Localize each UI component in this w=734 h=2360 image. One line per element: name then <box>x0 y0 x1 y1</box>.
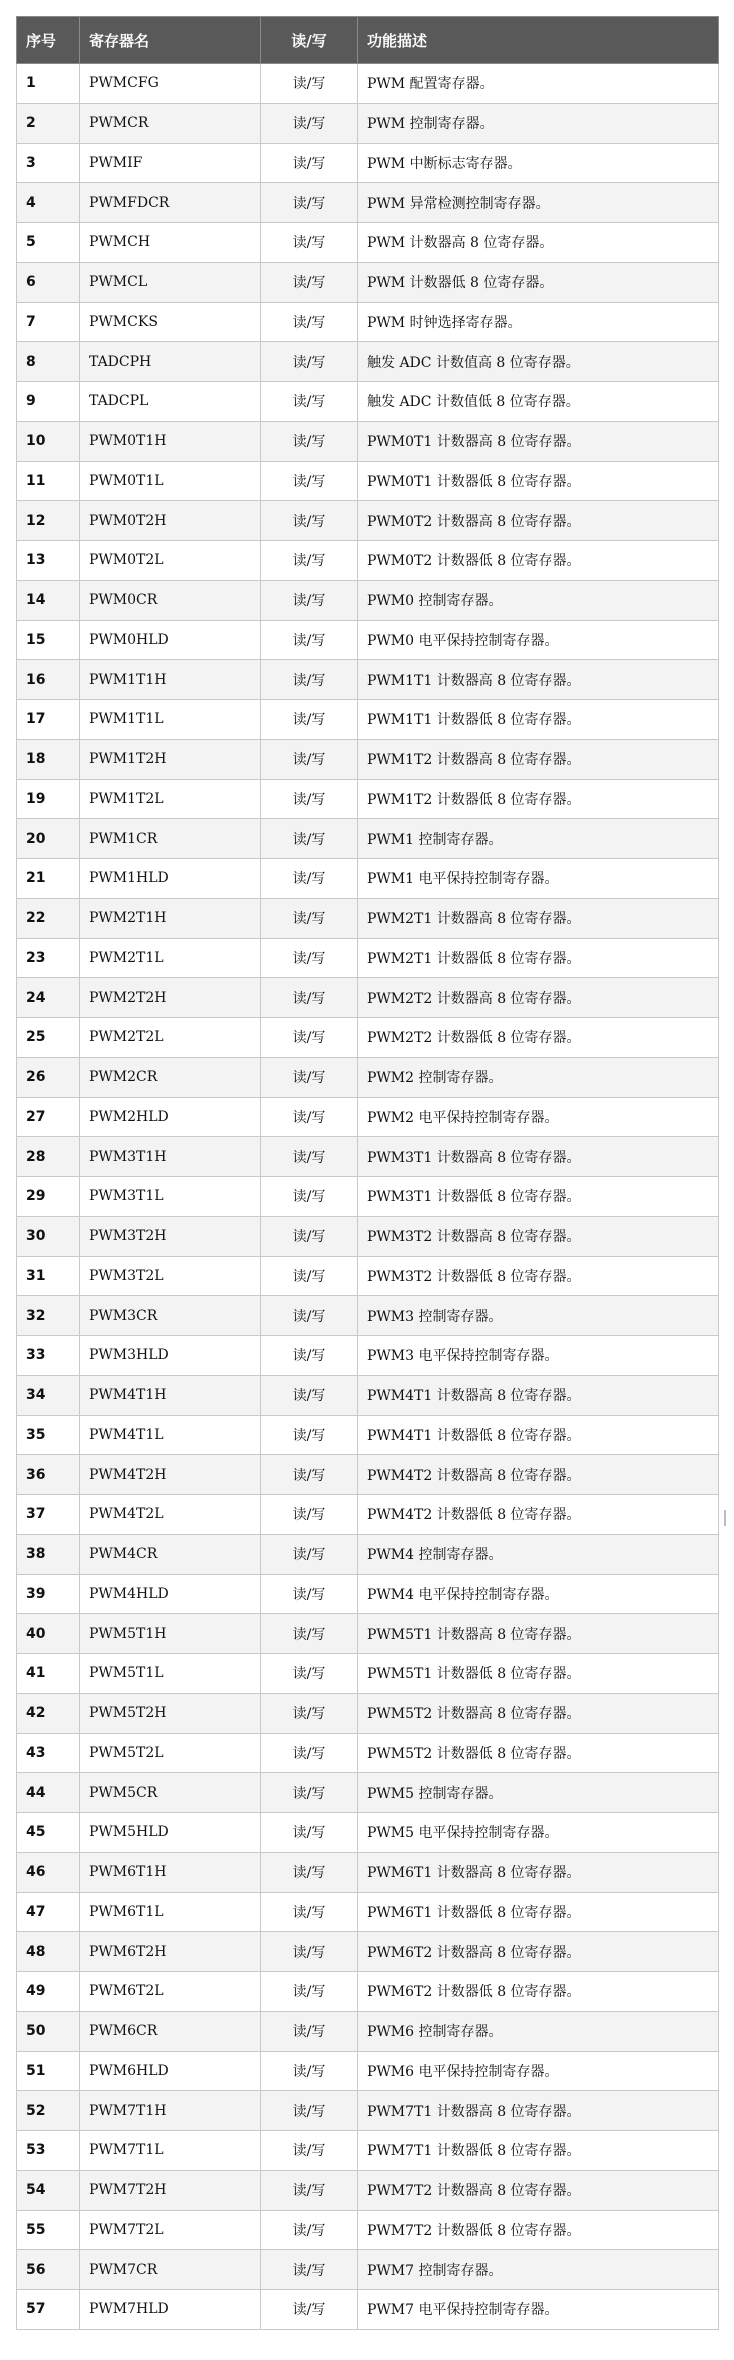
row-index: 38 <box>17 1534 80 1574</box>
register-name: PWM5T1H <box>80 1614 261 1654</box>
header-read-write: 读/写 <box>261 17 358 64</box>
description: 触发 ADC 计数值低 8 位寄存器。 <box>358 382 719 422</box>
description: 触发 ADC 计数值高 8 位寄存器。 <box>358 342 719 382</box>
description: PWM5T2 计数器低 8 位寄存器。 <box>358 1733 719 1773</box>
row-index: 44 <box>17 1773 80 1813</box>
table-row <box>17 1813 719 1853</box>
read-write: 读/写 <box>261 342 358 382</box>
row-index: 28 <box>17 1137 80 1177</box>
read-write: 读/写 <box>261 382 358 422</box>
description: PWM3 控制寄存器。 <box>358 1296 719 1336</box>
table-row <box>17 64 719 104</box>
description: PWM4T2 计数器高 8 位寄存器。 <box>358 1455 719 1495</box>
register-name: TADCPH <box>80 342 261 382</box>
read-write: 读/写 <box>261 1018 358 1058</box>
description: PWM0T2 计数器高 8 位寄存器。 <box>358 501 719 541</box>
row-index: 26 <box>17 1057 80 1097</box>
read-write: 读/写 <box>261 2131 358 2171</box>
table-row <box>17 1733 719 1773</box>
read-write: 读/写 <box>261 1137 358 1177</box>
row-index: 54 <box>17 2170 80 2210</box>
row-index: 18 <box>17 739 80 779</box>
read-write: 读/写 <box>261 898 358 938</box>
table-header <box>17 17 719 64</box>
read-write: 读/写 <box>261 660 358 700</box>
table-row <box>17 2210 719 2250</box>
table-row <box>17 1534 719 1574</box>
register-name: PWM5CR <box>80 1773 261 1813</box>
register-name: PWM0T1L <box>80 461 261 501</box>
table-row <box>17 938 719 978</box>
description: PWM 异常检测控制寄存器。 <box>358 183 719 223</box>
row-index: 9 <box>17 382 80 422</box>
register-name: PWM3T2H <box>80 1216 261 1256</box>
table-row <box>17 541 719 581</box>
description: PWM3 电平保持控制寄存器。 <box>358 1336 719 1376</box>
row-index: 29 <box>17 1177 80 1217</box>
description: PWM6 电平保持控制寄存器。 <box>358 2051 719 2091</box>
row-index: 19 <box>17 779 80 819</box>
read-write: 读/写 <box>261 1375 358 1415</box>
row-index: 57 <box>17 2290 80 2330</box>
table-row <box>17 1296 719 1336</box>
read-write: 读/写 <box>261 2011 358 2051</box>
read-write: 读/写 <box>261 1852 358 1892</box>
description: PWM7T2 计数器低 8 位寄存器。 <box>358 2210 719 2250</box>
row-index: 12 <box>17 501 80 541</box>
register-name: PWM2T1H <box>80 898 261 938</box>
table-row <box>17 1177 719 1217</box>
row-index: 3 <box>17 143 80 183</box>
table-row <box>17 779 719 819</box>
table-row <box>17 898 719 938</box>
row-index: 17 <box>17 700 80 740</box>
table-row <box>17 2290 719 2330</box>
read-write: 读/写 <box>261 1256 358 1296</box>
table-row <box>17 1852 719 1892</box>
row-index: 25 <box>17 1018 80 1058</box>
read-write: 读/写 <box>261 2091 358 2131</box>
read-write: 读/写 <box>261 938 358 978</box>
description: PWM1T1 计数器低 8 位寄存器。 <box>358 700 719 740</box>
row-index: 13 <box>17 541 80 581</box>
table-row <box>17 1932 719 1972</box>
description: PWM 控制寄存器。 <box>358 103 719 143</box>
row-index: 55 <box>17 2210 80 2250</box>
description: PWM0T2 计数器低 8 位寄存器。 <box>358 541 719 581</box>
register-name: PWMFDCR <box>80 183 261 223</box>
description: PWM6 控制寄存器。 <box>358 2011 719 2051</box>
register-name: PWM7T1H <box>80 2091 261 2131</box>
description: PWM3T1 计数器低 8 位寄存器。 <box>358 1177 719 1217</box>
read-write: 读/写 <box>261 2250 358 2290</box>
table-row <box>17 223 719 263</box>
description: PWM3T2 计数器高 8 位寄存器。 <box>358 1216 719 1256</box>
description: PWM5 电平保持控制寄存器。 <box>358 1813 719 1853</box>
read-write: 读/写 <box>261 541 358 581</box>
register-name: PWM2HLD <box>80 1097 261 1137</box>
description: PWM7 电平保持控制寄存器。 <box>358 2290 719 2330</box>
table-row <box>17 1256 719 1296</box>
table-row <box>17 421 719 461</box>
read-write: 读/写 <box>261 1932 358 1972</box>
table-row <box>17 1216 719 1256</box>
read-write: 读/写 <box>261 1097 358 1137</box>
register-name: PWM6CR <box>80 2011 261 2051</box>
register-name: PWMIF <box>80 143 261 183</box>
read-write: 读/写 <box>261 1415 358 1455</box>
row-index: 46 <box>17 1852 80 1892</box>
register-name: PWM2T2H <box>80 978 261 1018</box>
read-write: 读/写 <box>261 700 358 740</box>
table-row <box>17 262 719 302</box>
row-index: 24 <box>17 978 80 1018</box>
register-name: PWM2T1L <box>80 938 261 978</box>
table-row <box>17 1057 719 1097</box>
read-write: 读/写 <box>261 620 358 660</box>
read-write: 读/写 <box>261 103 358 143</box>
register-name: PWM1CR <box>80 819 261 859</box>
row-index: 47 <box>17 1892 80 1932</box>
table-row <box>17 2091 719 2131</box>
register-name: PWM6T1L <box>80 1892 261 1932</box>
description: PWM1 控制寄存器。 <box>358 819 719 859</box>
row-index: 16 <box>17 660 80 700</box>
row-index: 52 <box>17 2091 80 2131</box>
description: PWM1T2 计数器低 8 位寄存器。 <box>358 779 719 819</box>
register-name: PWM6T2L <box>80 1972 261 2012</box>
description: PWM2T1 计数器高 8 位寄存器。 <box>358 898 719 938</box>
row-index: 5 <box>17 223 80 263</box>
register-name: TADCPL <box>80 382 261 422</box>
register-name: PWM4T1L <box>80 1415 261 1455</box>
table-row <box>17 1614 719 1654</box>
row-index: 21 <box>17 859 80 899</box>
description: PWM2 控制寄存器。 <box>358 1057 719 1097</box>
table-row <box>17 1693 719 1733</box>
row-index: 53 <box>17 2131 80 2171</box>
register-name: PWM7T2L <box>80 2210 261 2250</box>
read-write: 读/写 <box>261 1495 358 1535</box>
table-row <box>17 302 719 342</box>
table-row <box>17 382 719 422</box>
description: PWM5T1 计数器高 8 位寄存器。 <box>358 1614 719 1654</box>
row-index: 33 <box>17 1336 80 1376</box>
header-description: 功能描述 <box>358 17 719 64</box>
read-write: 读/写 <box>261 580 358 620</box>
row-index: 48 <box>17 1932 80 1972</box>
register-name: PWM7T2H <box>80 2170 261 2210</box>
description: PWM 计数器高 8 位寄存器。 <box>358 223 719 263</box>
table-row <box>17 1415 719 1455</box>
register-name: PWM4HLD <box>80 1574 261 1614</box>
table-row <box>17 1495 719 1535</box>
register-name: PWMCKS <box>80 302 261 342</box>
row-index: 42 <box>17 1693 80 1733</box>
row-index: 37 <box>17 1495 80 1535</box>
description: PWM6T1 计数器高 8 位寄存器。 <box>358 1852 719 1892</box>
description: PWM3T1 计数器高 8 位寄存器。 <box>358 1137 719 1177</box>
description: PWM4T1 计数器低 8 位寄存器。 <box>358 1415 719 1455</box>
description: PWM2T2 计数器低 8 位寄存器。 <box>358 1018 719 1058</box>
table-row <box>17 1097 719 1137</box>
table-row <box>17 1892 719 1932</box>
register-name: PWM1T1L <box>80 700 261 740</box>
read-write: 读/写 <box>261 2210 358 2250</box>
register-name: PWM0CR <box>80 580 261 620</box>
read-write: 读/写 <box>261 461 358 501</box>
table-row <box>17 183 719 223</box>
register-name: PWM3CR <box>80 1296 261 1336</box>
row-index: 8 <box>17 342 80 382</box>
read-write: 读/写 <box>261 1177 358 1217</box>
register-name: PWM3T1L <box>80 1177 261 1217</box>
table-row <box>17 1018 719 1058</box>
row-index: 11 <box>17 461 80 501</box>
row-index: 22 <box>17 898 80 938</box>
row-index: 35 <box>17 1415 80 1455</box>
register-name: PWM3T2L <box>80 1256 261 1296</box>
header-index: 序号 <box>17 17 80 64</box>
description: PWM0T1 计数器低 8 位寄存器。 <box>358 461 719 501</box>
description: PWM 时钟选择寄存器。 <box>358 302 719 342</box>
row-index: 32 <box>17 1296 80 1336</box>
description: PWM2T2 计数器高 8 位寄存器。 <box>358 978 719 1018</box>
read-write: 读/写 <box>261 978 358 1018</box>
read-write: 读/写 <box>261 1892 358 1932</box>
row-index: 27 <box>17 1097 80 1137</box>
row-index: 45 <box>17 1813 80 1853</box>
table-row <box>17 2011 719 2051</box>
table-row <box>17 580 719 620</box>
row-index: 14 <box>17 580 80 620</box>
register-name: PWM2T2L <box>80 1018 261 1058</box>
register-name: PWM5T1L <box>80 1654 261 1694</box>
register-name: PWM2CR <box>80 1057 261 1097</box>
table-row <box>17 2170 719 2210</box>
read-write: 读/写 <box>261 2051 358 2091</box>
description: PWM4T2 计数器低 8 位寄存器。 <box>358 1495 719 1535</box>
table-row <box>17 1375 719 1415</box>
read-write: 读/写 <box>261 64 358 104</box>
read-write: 读/写 <box>261 1693 358 1733</box>
table-row <box>17 342 719 382</box>
row-index: 4 <box>17 183 80 223</box>
read-write: 读/写 <box>261 859 358 899</box>
table-row <box>17 739 719 779</box>
row-index: 40 <box>17 1614 80 1654</box>
register-name: PWMCH <box>80 223 261 263</box>
read-write: 读/写 <box>261 1733 358 1773</box>
table-row <box>17 700 719 740</box>
row-index: 30 <box>17 1216 80 1256</box>
register-name: PWM7T1L <box>80 2131 261 2171</box>
read-write: 读/写 <box>261 1813 358 1853</box>
row-index: 10 <box>17 421 80 461</box>
register-name: PWM1T1H <box>80 660 261 700</box>
read-write: 读/写 <box>261 302 358 342</box>
register-name: PWM5HLD <box>80 1813 261 1853</box>
register-name: PWM5T2H <box>80 1693 261 1733</box>
read-write: 读/写 <box>261 779 358 819</box>
header-row <box>17 17 719 64</box>
read-write: 读/写 <box>261 1296 358 1336</box>
description: PWM 中断标志寄存器。 <box>358 143 719 183</box>
read-write: 读/写 <box>261 1057 358 1097</box>
read-write: 读/写 <box>261 262 358 302</box>
table-row <box>17 620 719 660</box>
description: PWM 计数器低 8 位寄存器。 <box>358 262 719 302</box>
description: PWM5T2 计数器高 8 位寄存器。 <box>358 1693 719 1733</box>
description: PWM2 电平保持控制寄存器。 <box>358 1097 719 1137</box>
description: PWM7T1 计数器高 8 位寄存器。 <box>358 2091 719 2131</box>
row-index: 6 <box>17 262 80 302</box>
row-index: 51 <box>17 2051 80 2091</box>
read-write: 读/写 <box>261 223 358 263</box>
read-write: 读/写 <box>261 1773 358 1813</box>
description: PWM7T1 计数器低 8 位寄存器。 <box>358 2131 719 2171</box>
row-index: 20 <box>17 819 80 859</box>
register-name: PWM4T1H <box>80 1375 261 1415</box>
description: PWM3T2 计数器低 8 位寄存器。 <box>358 1256 719 1296</box>
row-index: 39 <box>17 1574 80 1614</box>
table-row <box>17 2051 719 2091</box>
table-row <box>17 1336 719 1376</box>
description: PWM6T2 计数器低 8 位寄存器。 <box>358 1972 719 2012</box>
read-write: 读/写 <box>261 1614 358 1654</box>
row-index: 36 <box>17 1455 80 1495</box>
header-register-name: 寄存器名 <box>80 17 261 64</box>
read-write: 读/写 <box>261 819 358 859</box>
description: PWM0 控制寄存器。 <box>358 580 719 620</box>
row-index: 43 <box>17 1733 80 1773</box>
row-index: 23 <box>17 938 80 978</box>
row-index: 7 <box>17 302 80 342</box>
read-write: 读/写 <box>261 1216 358 1256</box>
row-index: 2 <box>17 103 80 143</box>
table-row <box>17 819 719 859</box>
register-name: PWM1HLD <box>80 859 261 899</box>
read-write: 读/写 <box>261 501 358 541</box>
register-name: PWM4CR <box>80 1534 261 1574</box>
register-name: PWM0T2H <box>80 501 261 541</box>
register-name: PWM6T1H <box>80 1852 261 1892</box>
register-table <box>16 16 719 2330</box>
row-index: 49 <box>17 1972 80 2012</box>
register-name: PWMCL <box>80 262 261 302</box>
table-row <box>17 143 719 183</box>
register-name: PWMCR <box>80 103 261 143</box>
table-row <box>17 103 719 143</box>
register-name: PWM7CR <box>80 2250 261 2290</box>
description: PWM5 控制寄存器。 <box>358 1773 719 1813</box>
register-name: PWM7HLD <box>80 2290 261 2330</box>
table-row <box>17 1455 719 1495</box>
read-write: 读/写 <box>261 2290 358 2330</box>
register-name: PWM5T2L <box>80 1733 261 1773</box>
side-marker <box>724 1510 726 1526</box>
row-index: 41 <box>17 1654 80 1694</box>
description: PWM4 控制寄存器。 <box>358 1534 719 1574</box>
register-name: PWM1T2H <box>80 739 261 779</box>
description: PWM1 电平保持控制寄存器。 <box>358 859 719 899</box>
read-write: 读/写 <box>261 1972 358 2012</box>
table-row <box>17 1137 719 1177</box>
description: PWM 配置寄存器。 <box>358 64 719 104</box>
description: PWM6T1 计数器低 8 位寄存器。 <box>358 1892 719 1932</box>
register-name: PWM6HLD <box>80 2051 261 2091</box>
description: PWM1T2 计数器高 8 位寄存器。 <box>358 739 719 779</box>
row-index: 31 <box>17 1256 80 1296</box>
description: PWM6T2 计数器高 8 位寄存器。 <box>358 1932 719 1972</box>
table-row <box>17 461 719 501</box>
table-row <box>17 2250 719 2290</box>
row-index: 34 <box>17 1375 80 1415</box>
description: PWM7T2 计数器高 8 位寄存器。 <box>358 2170 719 2210</box>
row-index: 56 <box>17 2250 80 2290</box>
register-name: PWM6T2H <box>80 1932 261 1972</box>
read-write: 读/写 <box>261 1336 358 1376</box>
table-row <box>17 660 719 700</box>
read-write: 读/写 <box>261 739 358 779</box>
description: PWM0T1 计数器高 8 位寄存器。 <box>358 421 719 461</box>
description: PWM4 电平保持控制寄存器。 <box>358 1574 719 1614</box>
table-row <box>17 1972 719 2012</box>
register-name: PWM3HLD <box>80 1336 261 1376</box>
row-index: 1 <box>17 64 80 104</box>
description: PWM5T1 计数器低 8 位寄存器。 <box>358 1654 719 1694</box>
read-write: 读/写 <box>261 1534 358 1574</box>
description: PWM0 电平保持控制寄存器。 <box>358 620 719 660</box>
row-index: 15 <box>17 620 80 660</box>
table-row <box>17 1654 719 1694</box>
table-row <box>17 1574 719 1614</box>
read-write: 读/写 <box>261 1455 358 1495</box>
register-name: PWM3T1H <box>80 1137 261 1177</box>
register-name: PWM0T1H <box>80 421 261 461</box>
description: PWM7 控制寄存器。 <box>358 2250 719 2290</box>
description: PWM2T1 计数器低 8 位寄存器。 <box>358 938 719 978</box>
read-write: 读/写 <box>261 143 358 183</box>
read-write: 读/写 <box>261 2170 358 2210</box>
table-row <box>17 501 719 541</box>
read-write: 读/写 <box>261 421 358 461</box>
register-name: PWM0HLD <box>80 620 261 660</box>
read-write: 读/写 <box>261 1654 358 1694</box>
table-row <box>17 859 719 899</box>
register-name: PWMCFG <box>80 64 261 104</box>
read-write: 读/写 <box>261 183 358 223</box>
register-name: PWM0T2L <box>80 541 261 581</box>
table-row <box>17 978 719 1018</box>
read-write: 读/写 <box>261 1574 358 1614</box>
register-name: PWM4T2L <box>80 1495 261 1535</box>
description: PWM4T1 计数器高 8 位寄存器。 <box>358 1375 719 1415</box>
description: PWM1T1 计数器高 8 位寄存器。 <box>358 660 719 700</box>
row-index: 50 <box>17 2011 80 2051</box>
table-row <box>17 2131 719 2171</box>
register-name: PWM1T2L <box>80 779 261 819</box>
register-name: PWM4T2H <box>80 1455 261 1495</box>
table-body <box>17 64 719 2330</box>
table-row <box>17 1773 719 1813</box>
